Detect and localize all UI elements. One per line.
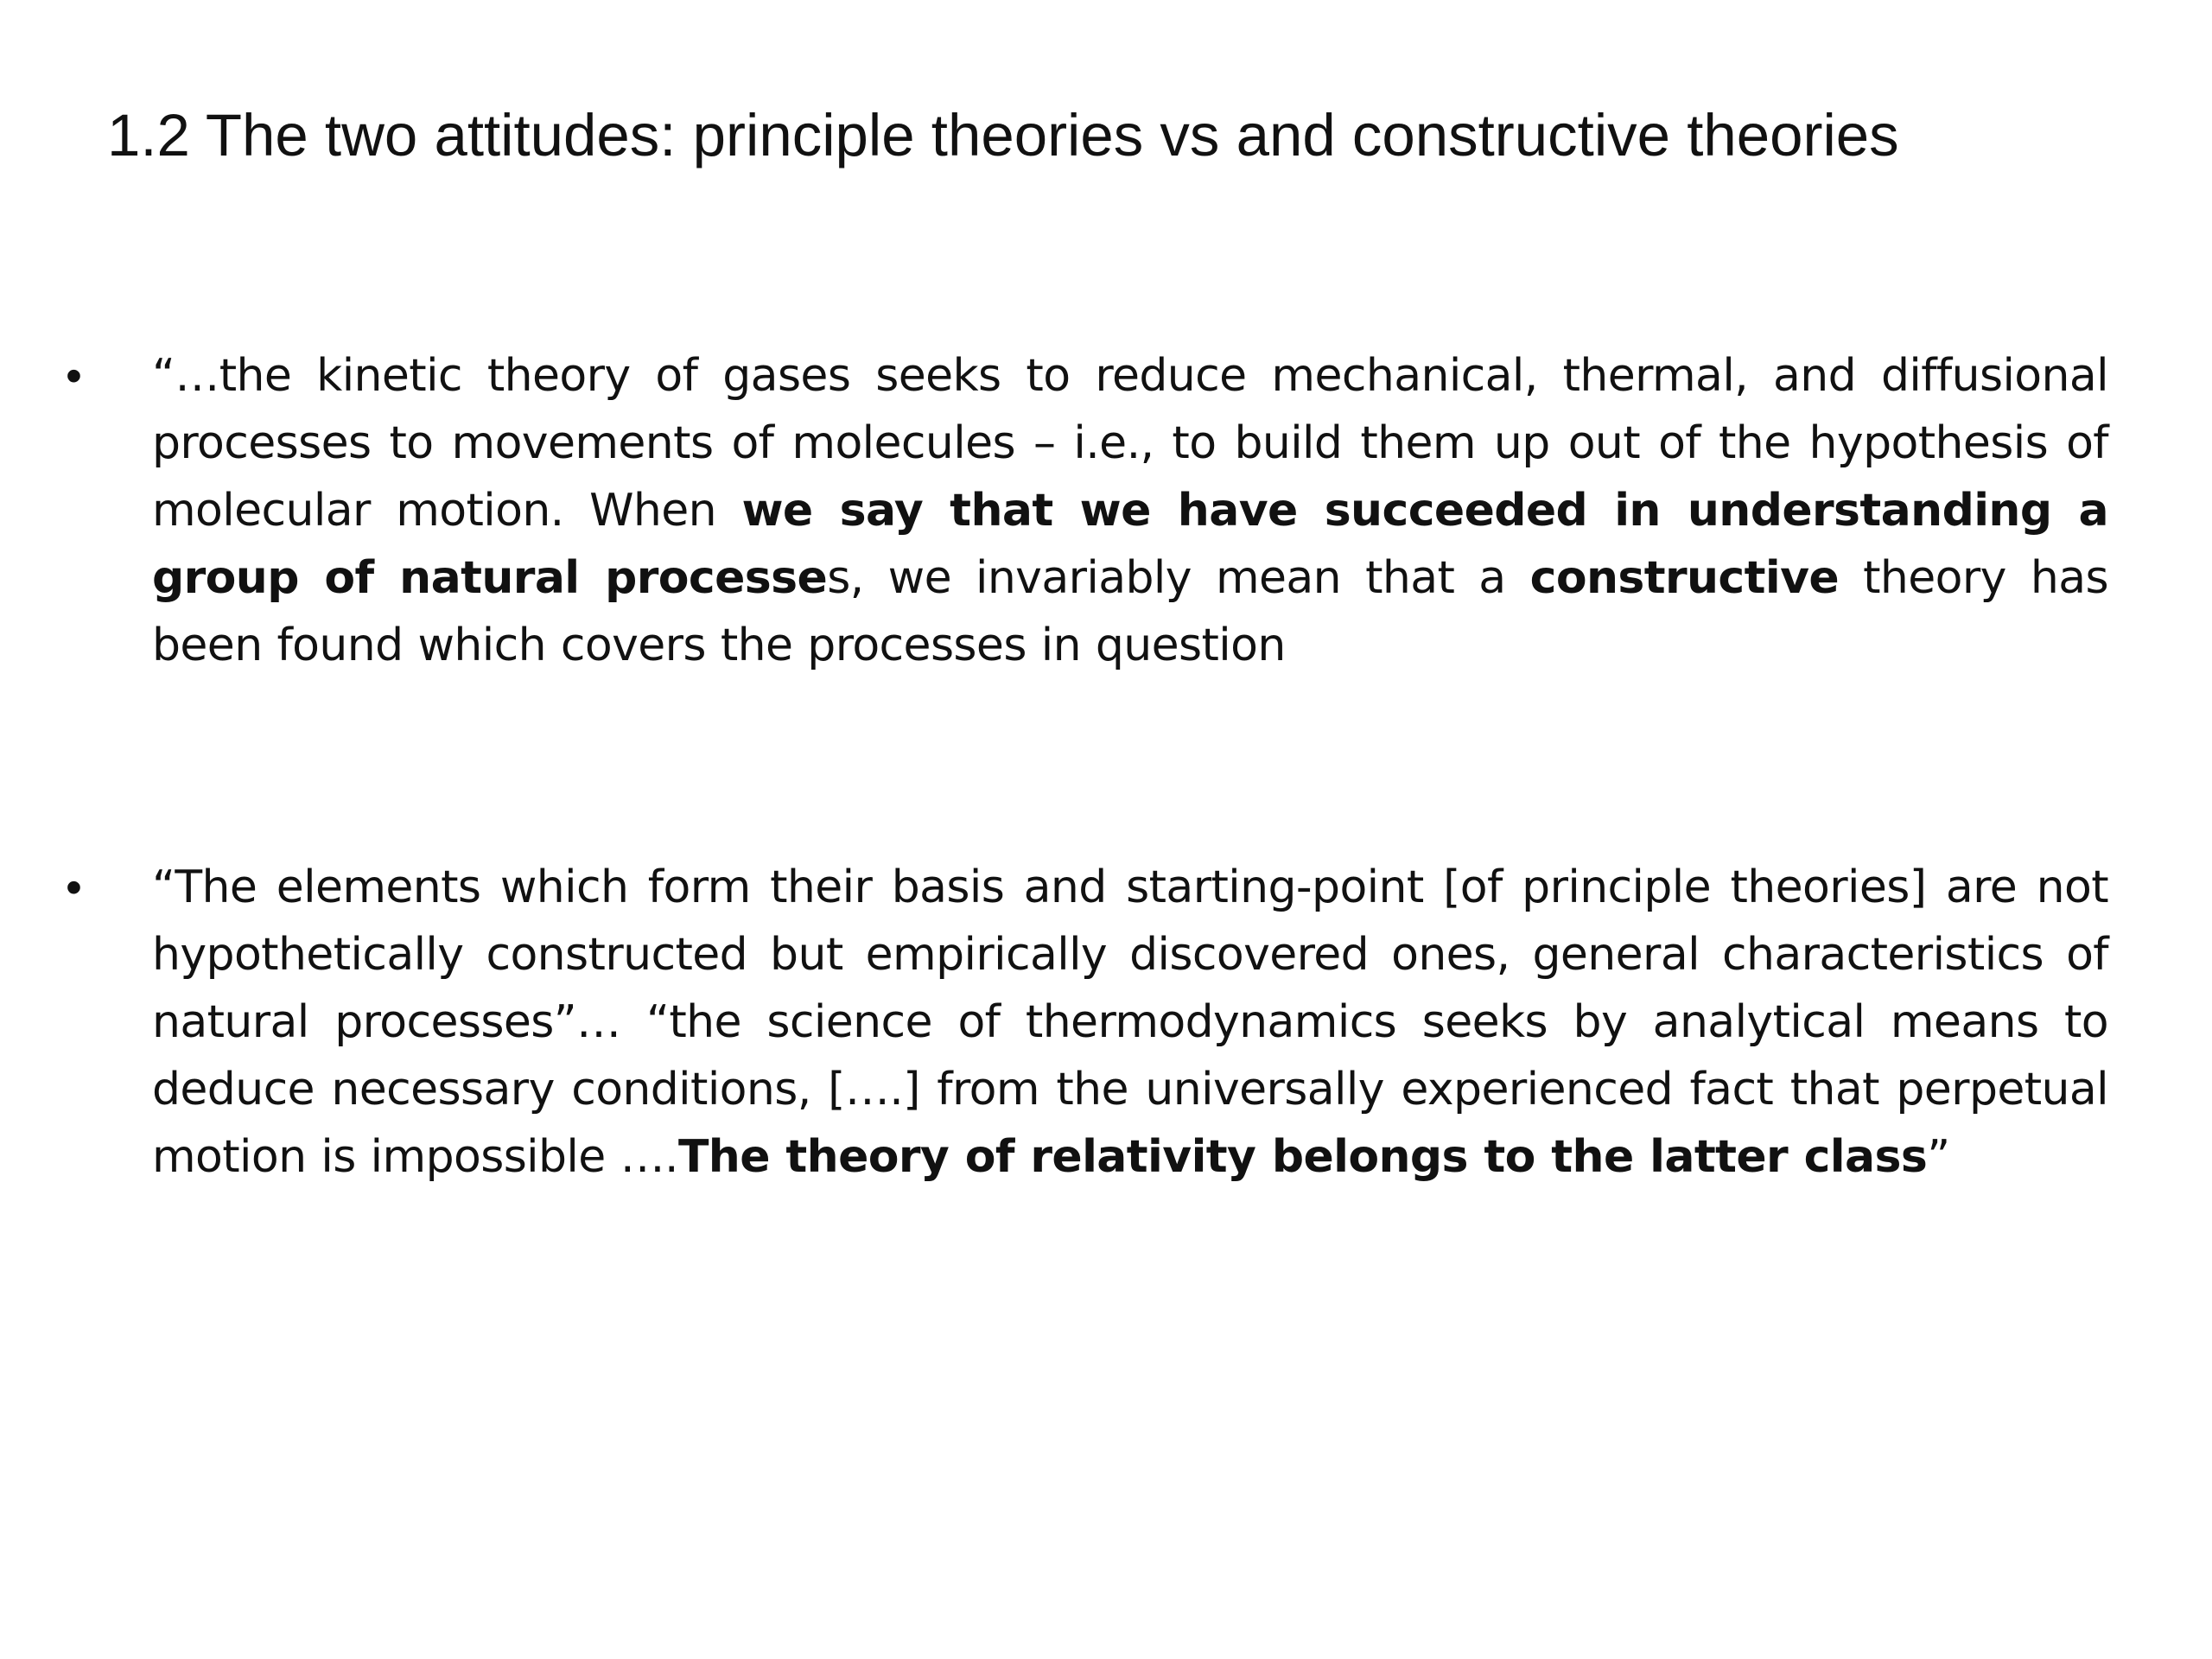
quote-text: “The elements which form their basis and starting-point [of principle theories] are not hypothetically constructed but empirically discovered ones, general characteristics of natural processes”… “the science of thermodynamics seeks by analytical means to deduce necessary conditions, [….] from the universally experienced fact that perpetual motion is impossible …. xyxy=(152,861,2108,1183)
quote-text: ” xyxy=(1927,1131,1950,1183)
quote-emphasis: The theory of relativity belongs to the latter class xyxy=(677,1131,1928,1183)
quote-text: “…the kinetic theory of gases seeks to reduce mechanical, thermal, and diffusional processes to movements of molecules – i.e., to build them up out of the hypothesis of molecular motion. When xyxy=(152,350,2108,537)
slide-title: 1.2 The two attitudes: principle theories vs and constructive theories xyxy=(107,102,1899,168)
bullet-marker: • xyxy=(66,861,82,913)
bullet-text xyxy=(152,854,2108,1191)
quote-text: theory has been found which covers the processes in question xyxy=(152,552,2108,671)
quote-text: s, we invariably mean that a xyxy=(827,552,1530,604)
quote-emphasis: we say that we have succeeded in understanding a group of natural processe xyxy=(152,485,2108,604)
quote-emphasis: constructive xyxy=(1529,552,1840,604)
bullet-item xyxy=(60,342,2108,679)
bullet-marker: • xyxy=(66,350,82,402)
bullet-text xyxy=(152,342,2108,679)
bullet-item xyxy=(60,854,2108,1191)
